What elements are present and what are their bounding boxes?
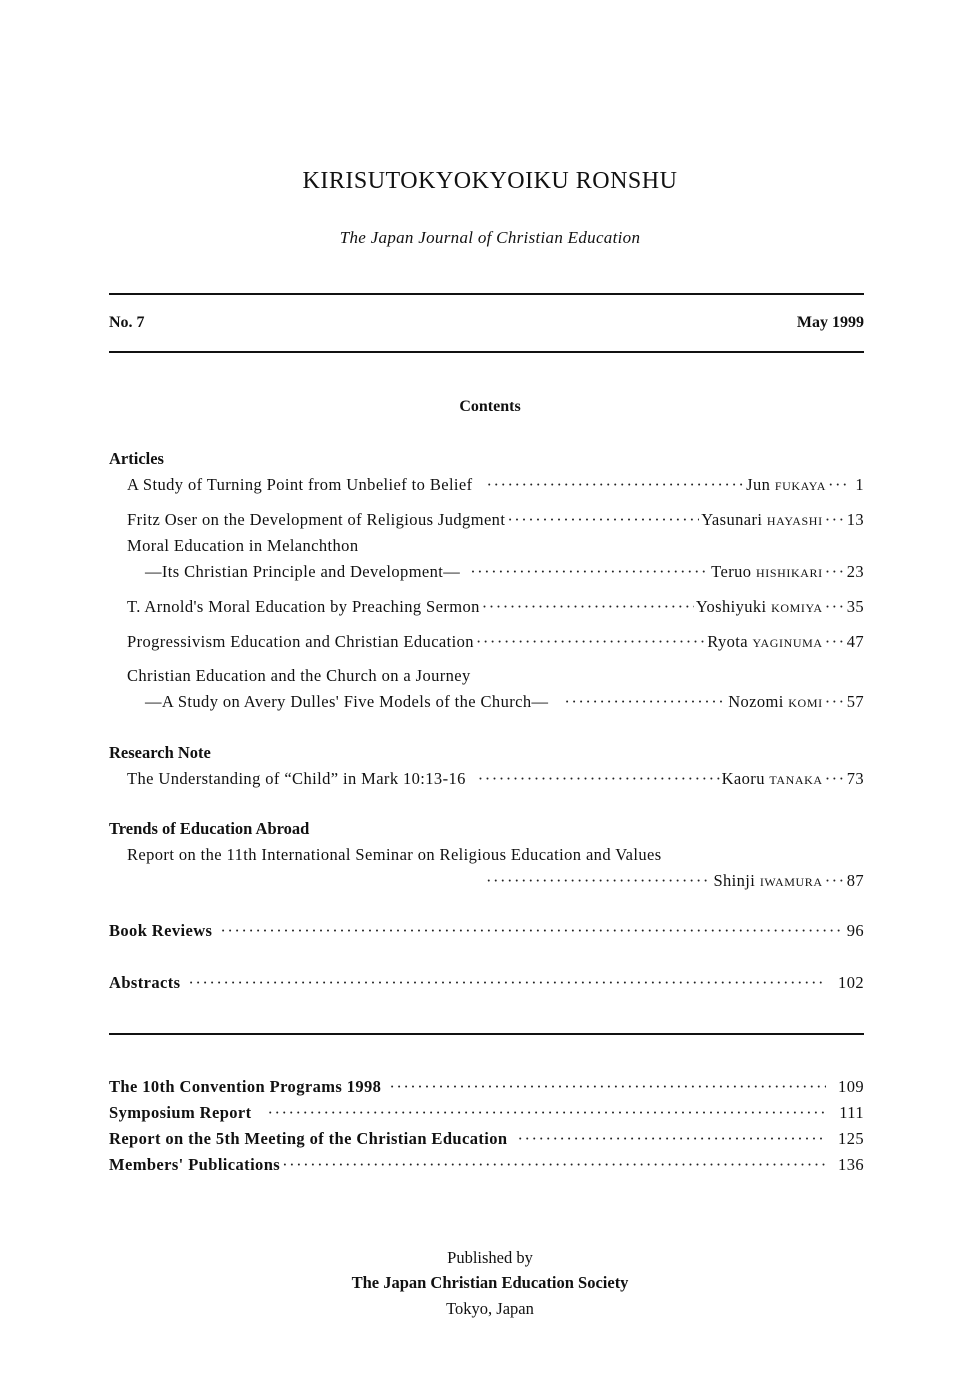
dot-leader [825, 562, 843, 582]
entry-title: Christian Education and the Church on a Journey [127, 666, 471, 685]
entry-author: Yasunari HAYASHI [701, 510, 823, 529]
dot-leader [389, 1077, 826, 1097]
entry-page: 35 [846, 597, 864, 616]
entry-subtitle: —Its Christian Principle and Development— [145, 562, 461, 581]
journal-subtitle: The Japan Journal of Christian Education [339, 228, 641, 247]
dot-leader [828, 475, 846, 495]
dot-leader [486, 871, 711, 891]
dot-leader [268, 1103, 828, 1123]
publisher-location: Tokyo, Japan [446, 1299, 534, 1318]
entry-page: 1 [855, 475, 864, 494]
toc-entry[interactable] [486, 871, 864, 891]
entry-title: Moral Education in Melanchthon [127, 536, 359, 555]
entry-page: 111 [839, 1103, 864, 1122]
section-heading-articles: Articles [109, 449, 164, 468]
issue-rule [109, 351, 864, 353]
dot-leader [825, 597, 843, 617]
publisher-label: Published by [447, 1248, 533, 1267]
entry-page: 87 [846, 871, 864, 890]
entry-author: Shinji IWAMURA [713, 871, 823, 890]
dot-leader [825, 510, 843, 530]
issue-row [109, 314, 864, 332]
toc-entry-extra[interactable] [109, 1155, 864, 1175]
entry-title: Members' Publications [109, 1155, 281, 1174]
entry-page: 57 [846, 692, 864, 711]
toc-entry[interactable] [145, 562, 864, 582]
dot-leader [825, 692, 843, 712]
dot-leader [564, 692, 726, 712]
dot-leader [825, 769, 843, 789]
dot-leader [478, 769, 720, 789]
entry-author: Nozomi KOMI [728, 692, 823, 711]
entry-page: 109 [838, 1077, 864, 1096]
dot-leader [487, 475, 745, 495]
toc-entry[interactable] [127, 769, 864, 789]
section-heading-book-reviews: Book Reviews [109, 921, 213, 940]
top-rule [109, 293, 864, 295]
entry-page: 102 [838, 973, 864, 992]
toc-entry[interactable] [127, 475, 864, 495]
entry-author: Jun FUKAYA [746, 475, 826, 494]
toc-entry[interactable] [127, 632, 864, 652]
toc-entry[interactable] [145, 692, 864, 712]
toc-entry-extra[interactable] [109, 1103, 864, 1123]
entry-page: 125 [838, 1129, 864, 1148]
entry-author: Kaoru TANAKA [721, 769, 823, 788]
section-heading-trends: Trends of Education Abroad [109, 819, 310, 838]
entry-page: 96 [846, 921, 864, 940]
dot-leader [825, 632, 843, 652]
section-heading-research-note: Research Note [109, 743, 211, 762]
toc-entry[interactable] [127, 510, 864, 530]
entry-page: 47 [846, 632, 864, 651]
issue-number: No. 7 [109, 314, 145, 331]
contents-heading: Contents [459, 398, 521, 415]
entry-title: The Understanding of “Child” in Mark 10:13-16 [127, 769, 466, 788]
entry-subtitle: —A Study on Avery Dulles' Five Models of the Church— [145, 692, 549, 711]
toc-entry-extra[interactable] [109, 1129, 864, 1149]
dot-leader [188, 973, 826, 993]
entry-page: 73 [846, 769, 864, 788]
entry-author: Ryota YAGINUMA [707, 632, 823, 651]
entry-title: T. Arnold's Moral Education by Preaching Sermon [127, 597, 480, 616]
entry-page: 23 [846, 562, 864, 581]
toc-entry[interactable] [127, 597, 864, 617]
dot-leader [220, 921, 842, 941]
toc-entry-abstracts[interactable] [109, 973, 864, 993]
entry-title: Report on the 11th International Seminar on Religious Education and Values [127, 845, 662, 864]
bottom-rule [109, 1033, 864, 1035]
entry-author: Teruo HISHIKARI [711, 562, 823, 581]
section-heading-abstracts: Abstracts [109, 973, 181, 992]
issue-date: May 1999 [796, 314, 864, 331]
dot-leader [825, 871, 843, 891]
dot-leader [507, 510, 699, 530]
entry-title: Progressivism Education and Christian Education [127, 632, 474, 651]
entry-title: The 10th Convention Programs 1998 [109, 1077, 382, 1096]
entry-title: Report on the 5th Meeting of the Christian Education [109, 1129, 508, 1148]
dot-leader [482, 597, 694, 617]
dot-leader [476, 632, 705, 652]
entry-page: 136 [838, 1155, 864, 1174]
dot-leader [517, 1129, 826, 1149]
entry-title: A Study of Turning Point from Unbelief to Belief [127, 475, 473, 494]
toc-entry-book-reviews[interactable] [109, 921, 864, 941]
publisher-name: The Japan Christian Education Society [351, 1273, 629, 1292]
journal-title: KIRISUTOKYOKYOIKU RONSHU [302, 168, 678, 194]
dot-leader [470, 562, 709, 582]
entry-page: 13 [846, 510, 864, 529]
entry-title: Symposium Report [109, 1103, 252, 1122]
dot-leader [282, 1155, 826, 1175]
entry-author: Yoshiyuki KOMIYA [695, 597, 823, 616]
toc-entry-extra[interactable] [109, 1077, 864, 1097]
entry-title: Fritz Oser on the Development of Religious Judgment [127, 510, 506, 529]
